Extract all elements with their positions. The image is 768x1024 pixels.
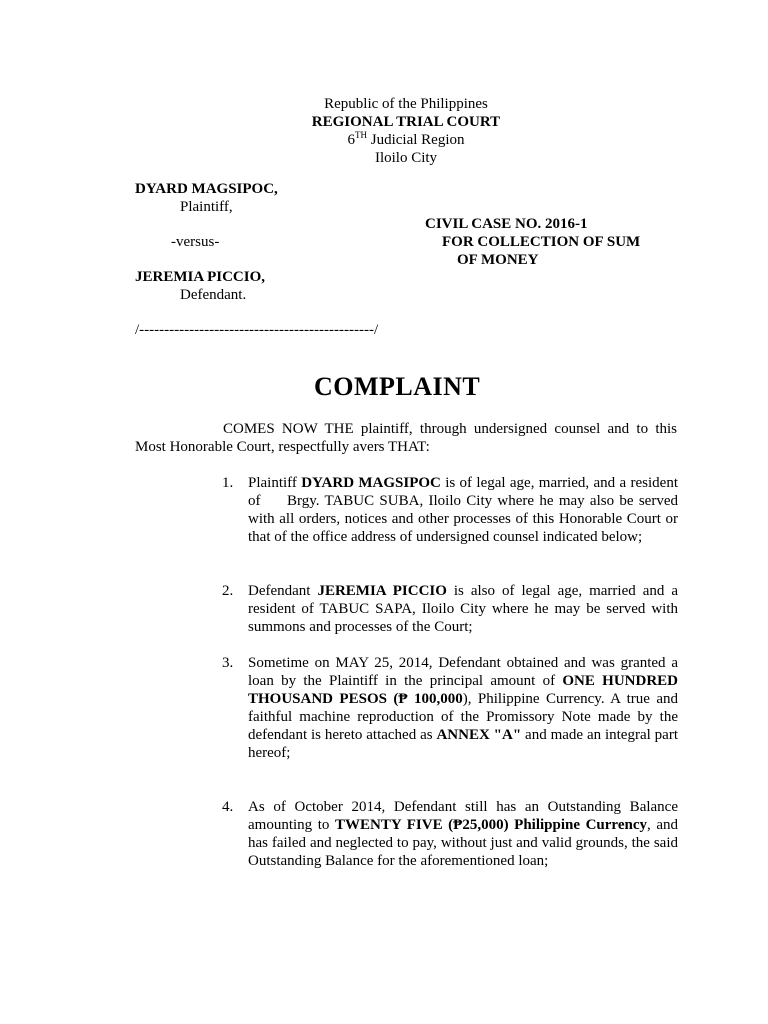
header-region: [0, 131, 768, 149]
document-title: COMPLAINT: [314, 372, 481, 401]
versus-label: -versus-: [171, 234, 220, 250]
allegation-bold-text: ANNEX "A": [436, 727, 522, 743]
allegation-bold-text: DYARD MAGSIPOC: [301, 475, 441, 491]
allegation-text: As of October 2014, Defendant still has an Outstanding Balance amounting to: [248, 799, 678, 833]
allegation-text: Defendant: [248, 583, 318, 599]
allegation-number: 3.: [222, 655, 234, 671]
allegation-number: 2.: [222, 583, 234, 599]
allegation-item: [222, 654, 678, 798]
allegation-number: 1.: [222, 475, 234, 491]
region-superscript: TH: [355, 130, 367, 140]
defendant-name: JEREMIA PICCIO,: [135, 269, 266, 285]
allegation-bold-text: JEREMIA PICCIO: [317, 583, 447, 599]
allegation-text: is of legal age, married, and a resident of Brgy. TABUC SUBA, Iloilo City where he may also be served with all orders, notices and other processes of this Honorable Court or that of the office address of undersigned counsel indicated below;: [248, 475, 679, 545]
region-text: Judicial Region: [367, 132, 465, 148]
allegation-text: Plaintiff: [248, 475, 302, 491]
header-court: REGIONAL TRIAL COURT: [311, 114, 501, 130]
allegation-bold-text: ₱ 100,000: [398, 691, 463, 707]
allegation-text: ), Philippine Currency. A true and faithful machine reproduction of the Promissory Note made by the defendant is hereto attached as: [248, 691, 678, 743]
allegation-text: and made an integral part hereof;: [248, 727, 678, 761]
intro-paragraph: COMES NOW THE plaintiff, through undersigned counsel and to this Most Honorable Court, respectfully avers THAT:: [135, 421, 677, 455]
allegation-text: is also of legal age, married and a resident of TABUC SAPA, Iloilo City where he may be served with summons and processes of the Court;: [248, 583, 678, 635]
allegation-bold-text: ONE HUNDRED THOUSAND PESOS (: [248, 673, 678, 707]
case-number: CIVIL CASE NO. 2016-1: [425, 216, 588, 232]
allegation-number: 4.: [222, 799, 234, 815]
header-republic: Republic of the Philippines: [324, 96, 488, 112]
caption-separator: /-----------------------------------------------/: [135, 322, 379, 338]
allegation-item: [222, 582, 678, 654]
allegation-item: [222, 798, 678, 870]
allegation-text: Sometime on MAY 25, 2014, Defendant obtained and was granted a loan by the Plaintiff in the principal amount of: [248, 655, 678, 689]
allegation-text: , and has failed and neglected to pay, without just and valid grounds, the said Outstanding Balance for the aforementioned loan;: [248, 817, 678, 869]
case-nature-line1: FOR COLLECTION OF SUM: [442, 234, 641, 250]
case-nature-line2: OF MONEY: [457, 252, 539, 268]
region-number: 6: [347, 132, 355, 148]
plaintiff-name: DYARD MAGSIPOC,: [135, 181, 278, 197]
allegation-item: [222, 474, 679, 582]
plaintiff-role: Plaintiff,: [180, 199, 233, 215]
defendant-role: Defendant.: [180, 287, 247, 303]
allegation-bold-text: TWENTY FIVE (₱25,000) Philippine Currency: [335, 817, 647, 833]
allegations-list: [222, 474, 679, 870]
header-city: Iloilo City: [374, 150, 438, 166]
